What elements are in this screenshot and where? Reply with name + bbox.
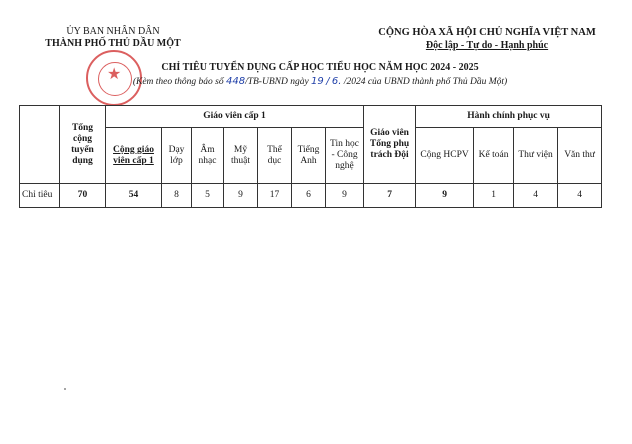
header-ke-toan: Kế toán (474, 128, 514, 184)
motto-line2: Độc lập - Tự do - Hạnh phúc (425, 40, 549, 51)
value-am-nhac: 5 (192, 184, 224, 208)
value-team-leader: 7 (364, 184, 416, 208)
notice-month: 6. (331, 76, 342, 87)
header-team-leader: Giáo viên Tổng phụ trách Đội (364, 106, 416, 184)
national-motto-block (360, 26, 614, 52)
value-my-thuat: 9 (224, 184, 258, 208)
header-tieng-anh: Tiếng Anh (292, 128, 326, 184)
document-title: CHỈ TIÊU TUYỂN DỤNG CẤP HỌC TIỂU HỌC NĂM HỌC 2024 - 2025 (161, 62, 479, 73)
header-group-admin: Hành chính phục vụ (416, 106, 602, 128)
header-the-duc: Thể dục (258, 128, 292, 184)
recruitment-quota-table (19, 105, 602, 208)
issuer-block (18, 26, 208, 50)
value-total: 70 (60, 184, 106, 208)
subtitle-mid: /TB-UBND ngày (245, 77, 309, 87)
value-the-duc: 17 (258, 184, 292, 208)
header-thu-vien: Thư viện (514, 128, 558, 184)
value-thu-vien: 4 (514, 184, 558, 208)
scan-speck (64, 388, 66, 390)
subtitle-prefix: (Kèm theo thông báo số (132, 77, 224, 87)
header-van-thu: Văn thư (558, 128, 602, 184)
header-day-lop: Dạy lớp (162, 128, 192, 184)
header-cong-hcpv: Cộng HCPV (416, 128, 474, 184)
seal-star-icon: ★ (107, 66, 122, 83)
motto-line1: CỘNG HÒA XÃ HỘI CHỦ NGHĨA VIỆT NAM (378, 27, 596, 38)
header-tin-hoc: Tin học - Công nghệ (326, 128, 364, 184)
value-day-lop: 8 (162, 184, 192, 208)
value-van-thu: 4 (558, 184, 602, 208)
header-group-teachers: Giáo viên cấp 1 (106, 106, 364, 128)
header-my-thuat: Mỹ thuật (224, 128, 258, 184)
subtitle-suffix: /2024 của UBND thành phố Thủ Dầu Một) (343, 77, 508, 87)
header-total: Tổng cộng tuyển dụng (60, 106, 106, 184)
notice-number: 448 (225, 76, 246, 87)
issuer-line2: THÀNH PHỐ THỦ DẦU MỘT (45, 38, 181, 49)
row-label: Chỉ tiêu (20, 184, 60, 208)
document-subtitle (70, 76, 570, 87)
value-tin-hoc: 9 (326, 184, 364, 208)
corner-cell (20, 106, 60, 184)
value-ke-toan: 1 (474, 184, 514, 208)
header-teachers-total: Cộng giáo viên cấp 1 (106, 128, 162, 184)
value-cong-hcpv: 9 (416, 184, 474, 208)
table-row (20, 184, 602, 208)
value-teachers-total: 54 (106, 184, 162, 208)
value-tieng-anh: 6 (292, 184, 326, 208)
notice-day: 19 (311, 76, 324, 87)
issuer-line1: ỦY BAN NHÂN DÂN (66, 26, 160, 37)
header-am-nhac: Âm nhạc (192, 128, 224, 184)
date-separator: / (326, 76, 330, 87)
